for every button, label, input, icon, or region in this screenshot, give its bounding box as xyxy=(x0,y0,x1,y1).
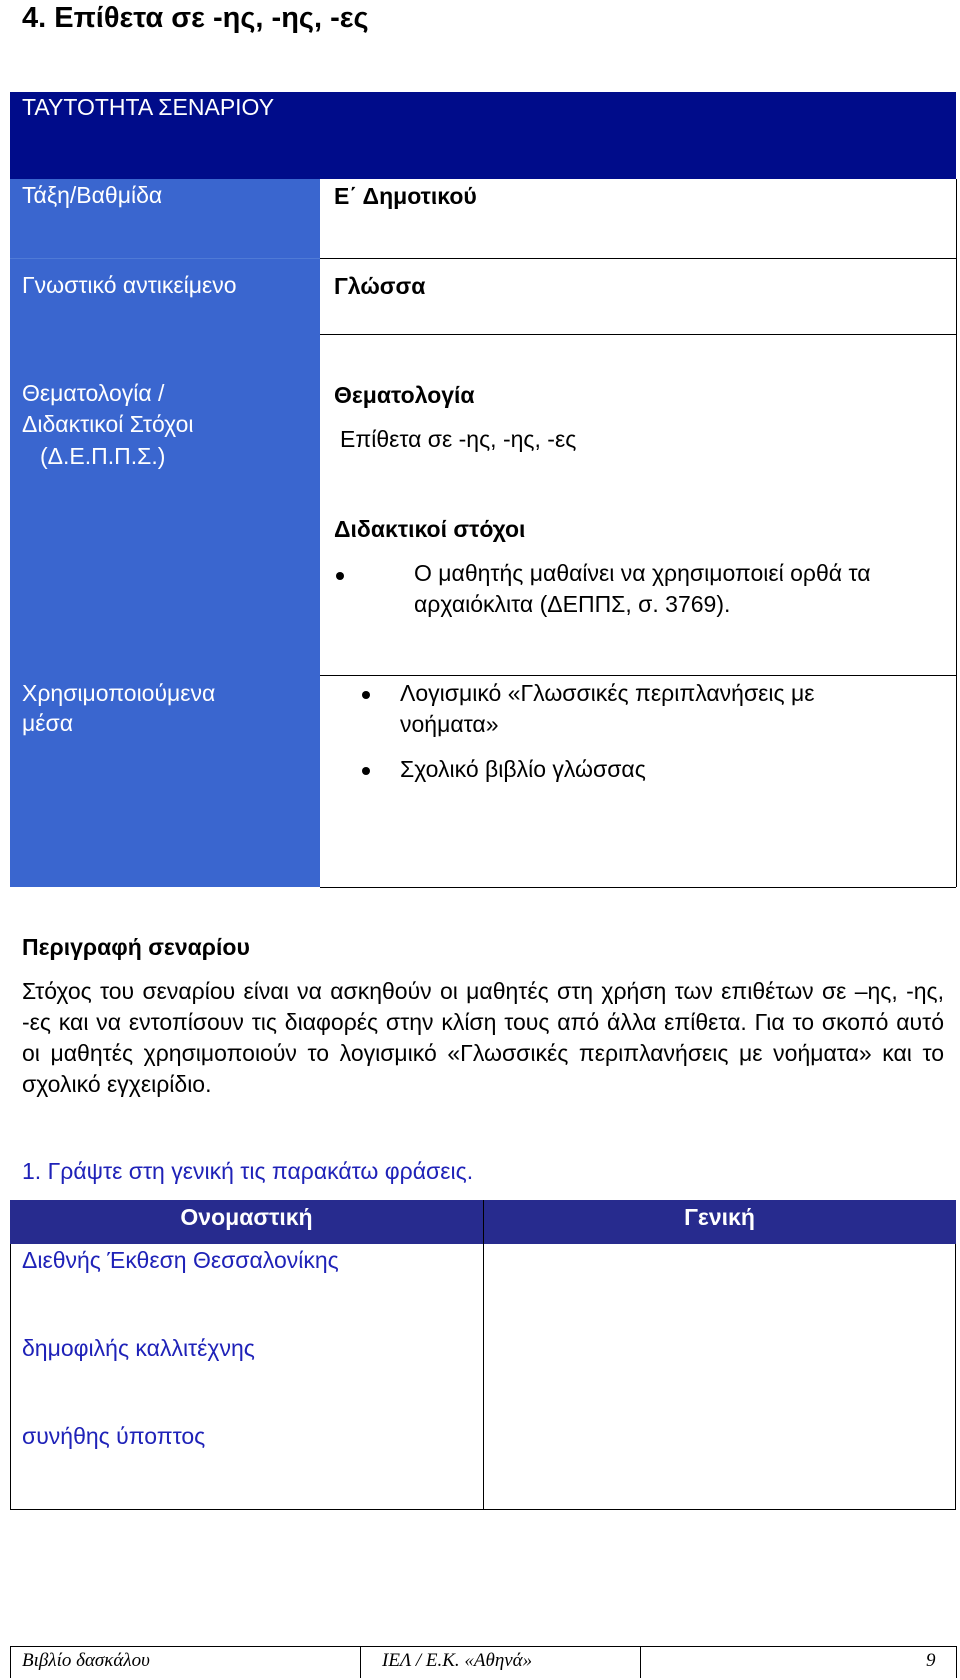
means-item: Σχολικό βιβλίο γλώσσας xyxy=(400,756,646,782)
means-label-2: μέσα xyxy=(22,710,73,736)
goals-label: Διδακτικοί Στόχοι xyxy=(22,411,194,437)
means-label: Χρησιμοποιούμενα xyxy=(22,680,216,706)
footer-institution: ΙΕΛ / Ε.Κ. «Αθηνά» xyxy=(382,1650,533,1671)
row-divider xyxy=(320,675,956,676)
footer-book-title: Βιβλίο δασκάλου xyxy=(22,1650,150,1671)
bullet-icon xyxy=(362,767,370,775)
curriculum-label: (Δ.Ε.Π.Π.Σ.) xyxy=(40,443,166,469)
row-divider xyxy=(320,258,956,259)
goals-heading: Διδακτικοί στόχοι xyxy=(334,516,526,542)
identity-title: ΤΑΥΤΟΤΗΤΑ ΣΕΝΑΡΙΟΥ xyxy=(22,94,275,120)
row-divider xyxy=(320,887,956,888)
bullet-icon xyxy=(336,572,344,580)
column-divider xyxy=(483,1200,484,1510)
table-row: δημοφιλής καλλιτέχνης xyxy=(22,1335,255,1361)
exercise-title: 1. Γράψτε στη γενική τις παρακάτω φράσεις. xyxy=(22,1158,474,1184)
goal-item: Ο μαθητής μαθαίνει να χρησιμοποιεί ορθά τα αρχαιόκλιτα (ΔΕΠΠΣ, σ. 3769). xyxy=(414,560,871,617)
table-row: συνήθης ύποπτος xyxy=(22,1423,206,1449)
table-right-border xyxy=(956,179,957,887)
column-header-nominative: Ονομαστική xyxy=(180,1204,313,1230)
footer-border xyxy=(640,1646,641,1678)
column-header-genitive: Γενική xyxy=(684,1204,755,1230)
topic-label: Θεματολογία / xyxy=(22,380,165,406)
label-separator xyxy=(10,258,320,259)
footer-border xyxy=(360,1646,361,1678)
topic-value: Επίθετα σε -ης, -ης, -ες xyxy=(340,426,577,452)
row-divider xyxy=(320,334,956,335)
table-row: Διεθνής Έκθεση Θεσσαλονίκης xyxy=(22,1247,339,1273)
bullet-icon xyxy=(362,691,370,699)
class-value: Ε΄ Δημοτικού xyxy=(334,183,477,209)
subject-label: Γνωστικό αντικείμενο xyxy=(22,272,237,298)
page-heading: 4. Επίθετα σε -ης, -ης, -ες xyxy=(22,2,369,34)
footer-border xyxy=(10,1646,11,1678)
class-label: Τάξη/Βαθμίδα xyxy=(22,182,163,208)
page-number: 9 xyxy=(926,1650,936,1671)
description-body: Στόχος του σεναρίου είναι να ασκηθούν οι μαθητές στη χρήση των επιθέτων σε –ης, -ης, -ες και να εντοπίσουν τις διαφορές στην κλίση τους από άλλα επίθετα. Για το σκοπό αυτό οι μαθητές χρησιμοποιούν το λογισμικό «Γλωσσικές περιπλανήσεις με νοήματα» και το σχολικό εγχειρίδιο. xyxy=(22,978,944,1097)
subject-value: Γλώσσα xyxy=(334,273,426,299)
footer-border xyxy=(956,1646,957,1678)
means-item: Λογισμικό «Γλωσσικές περιπλανήσεις με νοήματα» xyxy=(400,680,815,737)
topic-heading: Θεματολογία xyxy=(334,382,475,408)
footer-divider xyxy=(10,1646,956,1647)
description-title: Περιγραφή σεναρίου xyxy=(22,934,250,960)
